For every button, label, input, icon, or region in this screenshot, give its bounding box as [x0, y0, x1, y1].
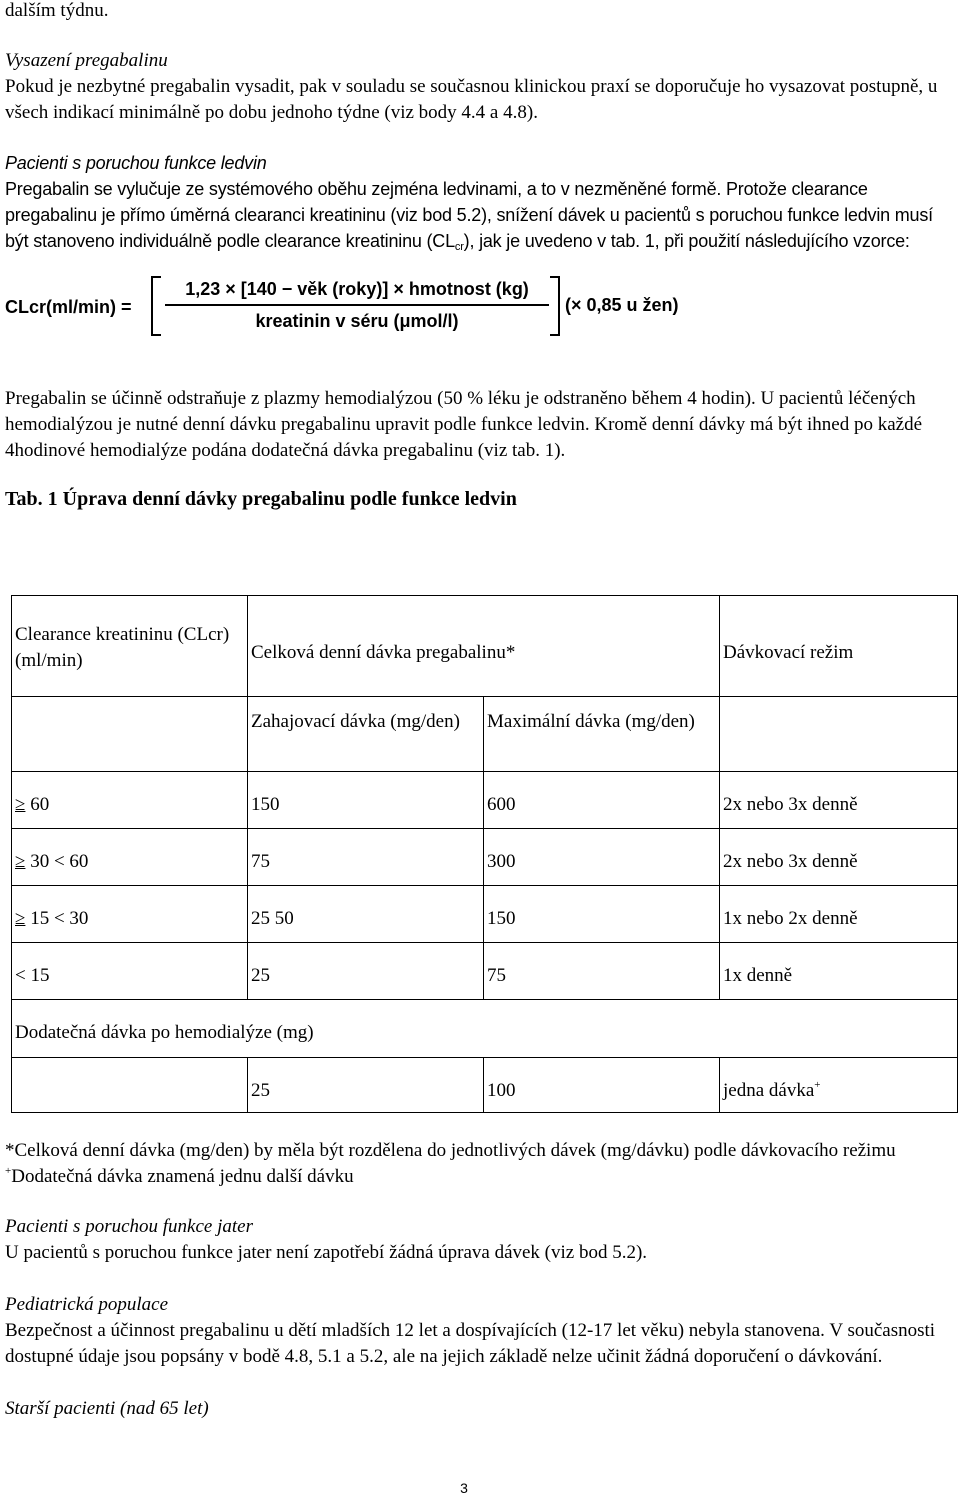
supplement-label: Dodatečná dávka po hemodialýze (mg) [12, 1000, 958, 1058]
header-regimen: Dávkovací režim [720, 596, 958, 697]
formula-bracket-right [550, 276, 560, 336]
top-line: dalším týdnu. [5, 0, 109, 21]
hepatic-section [5, 1214, 955, 1266]
cell-max: 300 [484, 829, 720, 886]
formula-numerator: 1,23 × [140 − věk (roky)] × hmotnost (kg) [185, 279, 529, 299]
header-clearance: Clearance kreatininu (CLcr) (ml/min) [12, 596, 248, 697]
dose-table [11, 595, 958, 1113]
formula-denominator: kreatinin v séru (μmol/l) [255, 311, 459, 331]
page-body [5, 0, 955, 512]
table-row [12, 772, 958, 829]
supplement-regimen-text: jedna dávka [723, 1080, 815, 1101]
clearance-formula [5, 272, 955, 364]
cell-start: 25 [248, 943, 484, 1000]
formula-fraction-bar [165, 304, 549, 306]
elderly-heading: Starší pacienti (nad 65 let) [5, 1398, 209, 1419]
elderly-section [5, 1396, 955, 1422]
footnote-plus-mark: + [5, 1165, 12, 1177]
renal-text [5, 176, 955, 254]
supplement-start: 25 [248, 1058, 484, 1113]
table-row [12, 829, 958, 886]
table-row [12, 886, 958, 943]
cell-regimen: 2x nebo 3x denně [720, 829, 958, 886]
cell-start: 25 50 [248, 886, 484, 943]
subheader-empty [12, 697, 248, 772]
cell-start: 150 [248, 772, 484, 829]
footnote-plus [5, 1164, 955, 1190]
table-supplement-row [12, 1058, 958, 1113]
cell-max: 75 [484, 943, 720, 1000]
footnote-star: *Celková denní dávka (mg/den) by měla být rozdělena do jednotlivých dávek (mg/dávku) podle dávkovacího režimu [5, 1140, 896, 1161]
cell-max: 600 [484, 772, 720, 829]
cell-crcl [12, 829, 248, 886]
formula-bracket-left [151, 276, 161, 336]
footnote-plus-text: Dodatečná dávka znamená jednu další dávku [11, 1166, 354, 1187]
cell-regimen: 1x nebo 2x denně [720, 886, 958, 943]
supplement-max: 100 [484, 1058, 720, 1113]
pediatric-heading: Pediatrická populace [5, 1294, 169, 1315]
cell-start: 75 [248, 829, 484, 886]
hepatic-heading: Pacienti s poruchou funkce jater [5, 1216, 253, 1237]
dialysis-text: Pregabalin se účinně odstraňuje z plazmy hemodialýzou (50 % léku je odstraněno během 4 hodin). U pacientů léčených hemodialýzou je nutné denní dávku pregabalinu upravit podle funkce ledvin. Kromě denní dávky má být ihned po každé 4hodinové hemodialýze podána dodatečná dávka pregabalinu (viz tab. 1). [5, 388, 923, 461]
withdrawal-text: Pokud je nezbytné pregabalin vysadit, pak v souladu se současnou klinickou praxí se doporučuje ho vysazovat postupně, u všech indikací minimálně po dobu jednoho týdne (viz body 4.4 a 4.8). [5, 76, 938, 123]
cell-crcl [12, 943, 248, 1000]
cell-regimen: 2x nebo 3x denně [720, 772, 958, 829]
renal-text-subscript: cr [454, 241, 464, 253]
cell-max: 150 [484, 886, 720, 943]
crcl-value: 15 < 30 [25, 908, 89, 929]
withdrawal-heading: Vysazení pregabalinu [5, 50, 168, 71]
formula-multiplier: (× 0,85 u žen) [565, 295, 679, 315]
table-row [12, 943, 958, 1000]
table-subheader-row [12, 697, 958, 772]
header-max-dose: Maximální dávka (mg/den) [484, 697, 720, 772]
pediatric-section [5, 1292, 955, 1370]
footnotes-and-sections [5, 1138, 955, 1422]
pediatric-text: Bezpečnost a účinnost pregabalinu u dětí mladších 12 let a dospívajících (12-17 let věku) nebyla stanovena. V současnosti dostupné údaje jsou popsány v bodě 4.8, 5.1 a 5.2, ale na jejich základě nelze učinit žádná doporučení o dávkování. [5, 1320, 936, 1367]
renal-text-part-b: ), jak je uvedeno v tab. 1, při použití následujícího vzorce: [463, 231, 910, 251]
renal-section [5, 150, 955, 464]
crcl-value: 30 < 60 [25, 851, 89, 872]
table-header-row [12, 596, 958, 697]
crcl-value: 60 [25, 794, 50, 815]
ge-symbol: ≥ [15, 851, 26, 872]
renal-text-part-a: Pregabalin se vylučuje ze systémového oběhu zejména ledvinami, a to v nezměněné formě. Protože clearance pregabalinu je přímo úměrná clearanci kreatininu (viz bod 5.2), snížení dávek u pacientů s poruchou funkce ledvin musí být stanoveno individuálně podle clearance kreatininu (CL [5, 179, 933, 251]
hepatic-text: U pacientů s poruchou funkce jater není zapotřebí žádná úprava dávek (viz bod 5.2). [5, 1242, 648, 1263]
formula-lhs: CLcr(ml/min) = [5, 297, 132, 317]
ge-symbol: ≥ [15, 794, 26, 815]
ge-symbol: ≥ [15, 908, 26, 929]
table-supplement-label-row [12, 1000, 958, 1058]
supplement-regimen [720, 1058, 958, 1113]
subheader-empty-2 [720, 697, 958, 772]
withdrawal-section [5, 48, 955, 126]
supplement-regimen-sup: + [814, 1079, 821, 1091]
crcl-value: < 15 [15, 965, 50, 986]
cell-crcl [12, 886, 248, 943]
supplement-empty [12, 1058, 248, 1113]
cell-crcl [12, 772, 248, 829]
page-number: 3 [460, 1480, 468, 1496]
renal-heading: Pacienti s poruchou funkce ledvin [5, 153, 267, 173]
header-total-dose: Celková denní dávka pregabalinu* [248, 596, 720, 697]
cell-regimen: 1x denně [720, 943, 958, 1000]
table-title: Tab. 1 Úprava denní dávky pregabalinu podle funkce ledvin [5, 488, 517, 510]
header-start-dose: Zahajovací dávka (mg/den) [248, 697, 484, 772]
